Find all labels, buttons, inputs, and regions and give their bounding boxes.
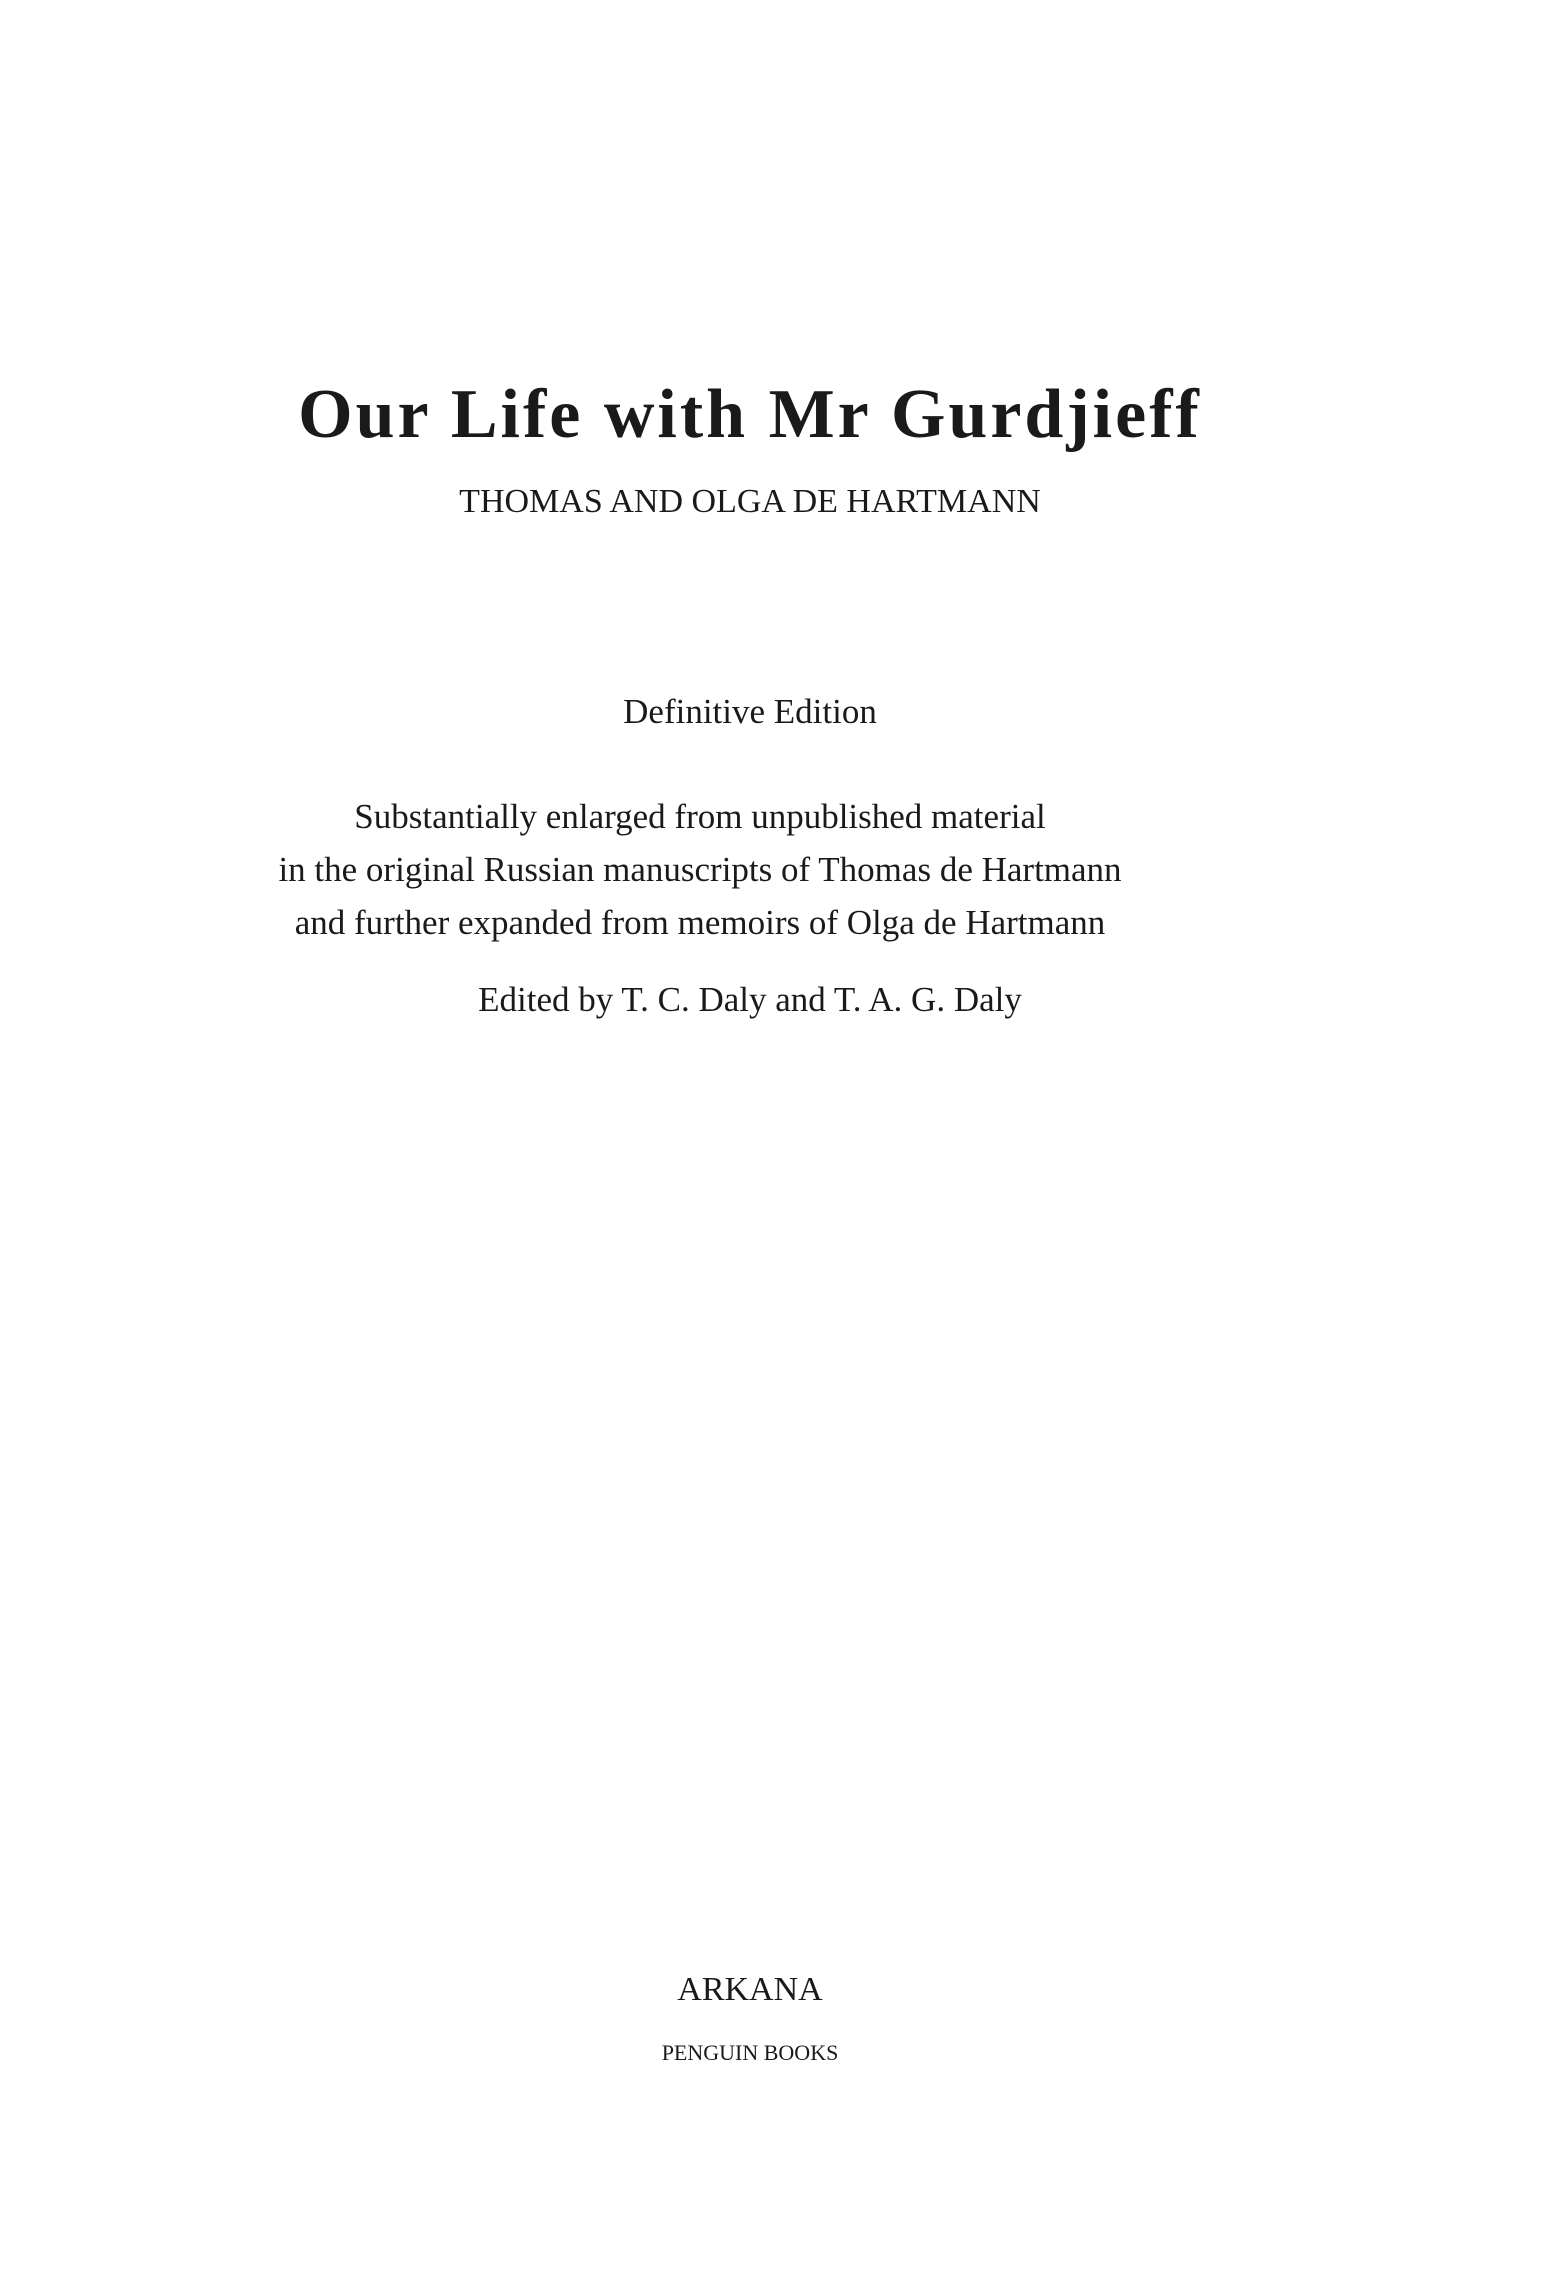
edition-description <box>0 790 1400 949</box>
publisher-name: ARKANA <box>677 1971 823 2008</box>
description-line-3: and further expanded from memoirs of Olga de Hartmann <box>294 903 1106 942</box>
edition-label: Definitive Edition <box>623 692 877 731</box>
editors-credit: Edited by T. C. Daly and T. A. G. Daly <box>478 980 1022 1019</box>
book-title: Our Life with Mr Gurdjieff <box>298 376 1202 453</box>
description-line-2: in the original Russian manuscripts of Thomas de Hartmann <box>278 850 1122 889</box>
description-line-1: Substantially enlarged from unpublished material <box>354 797 1046 836</box>
book-authors: THOMAS AND OLGA DE HARTMANN <box>459 483 1041 520</box>
publisher-imprint: PENGUIN BOOKS <box>661 2040 839 2065</box>
